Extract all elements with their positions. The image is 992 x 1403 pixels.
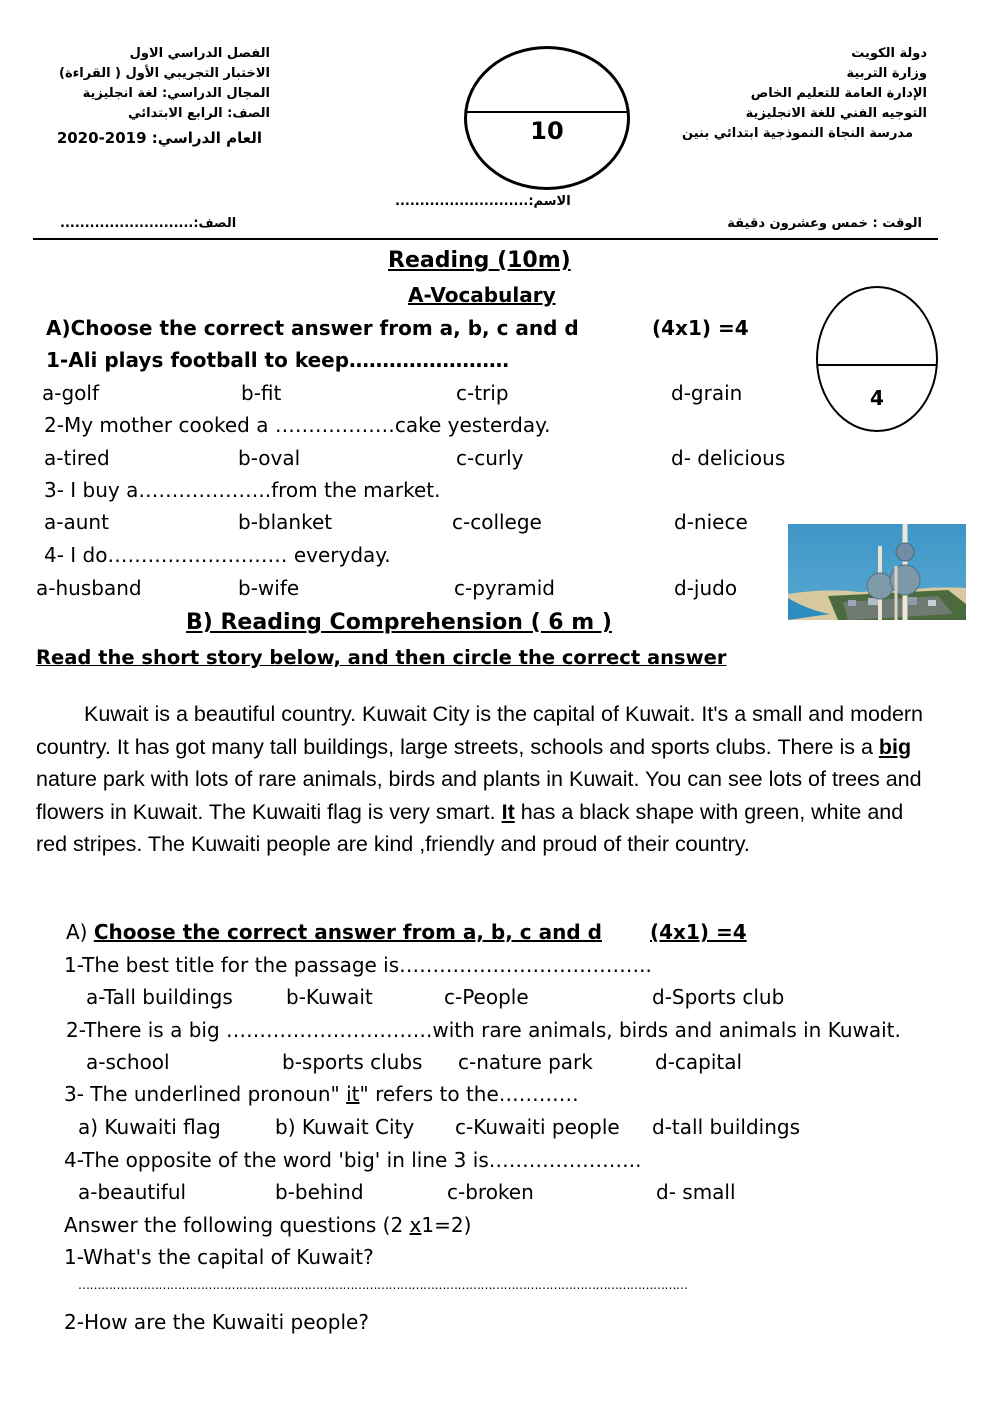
vocab-question-4: 4- I do……………………… everyday. (44, 543, 391, 567)
passage-paragraph (36, 698, 926, 861)
option-a[interactable]: a-aunt (44, 510, 109, 534)
passage-text: has a black shape with green, white and red stripes. The Kuwaiti people are kind ,friendly and proud of their country. (36, 799, 904, 856)
option-c[interactable]: c-broken (447, 1180, 534, 1204)
question-text: 3- The underlined pronoun" (64, 1082, 347, 1106)
header-left-line: الاختبار التجريبي الأول ( القراءة) (59, 66, 270, 81)
comprehension-instruction: Read the short story below, and then circle the correct answer (36, 646, 727, 669)
vocab-instruction: A)Choose the correct answer from a, b, c and d (46, 316, 579, 340)
mcq-options-2 (0, 1050, 992, 1076)
header-school-name: مدرسة النجاة النموذجية ابتدائي بنين (682, 126, 913, 141)
option-b[interactable]: b-blanket (238, 510, 333, 534)
title-text: 1=2) (421, 1213, 472, 1237)
option-d[interactable]: d- small (656, 1180, 736, 1204)
passage-word-it: It (501, 799, 515, 824)
total-score-ellipse (464, 46, 630, 190)
open-question-2: 2-How are the Kuwaiti people? (64, 1310, 369, 1334)
header-divider (33, 238, 938, 240)
passage-text: nature park with lots of rare animals, birds and plants in Kuwait. You can see lots of trees and flowers in Kuwait. The Kuwaiti flag is very smart. (36, 767, 922, 824)
vocab-marks: (4x1) =4 (652, 316, 749, 340)
section-title-vocabulary: A-Vocabulary (408, 283, 556, 307)
option-c[interactable]: c-trip (456, 381, 509, 405)
option-c[interactable]: c-pyramid (454, 576, 555, 600)
option-d[interactable]: d-tall buildings (652, 1115, 801, 1139)
option-a[interactable]: a-school (86, 1050, 170, 1074)
mcq-options-1 (0, 985, 992, 1011)
mcq-options-4 (0, 1180, 992, 1206)
header-left-line: الصف: الرابع الابتدائي (128, 106, 270, 121)
total-score-value: 10 (530, 117, 564, 145)
vocab-options-1 (0, 381, 992, 407)
header-left-line: المجال الدراسي: لغة انجليزية (82, 86, 270, 101)
option-d[interactable]: d-Sports club (652, 985, 785, 1009)
reading-passage (36, 698, 926, 861)
option-d[interactable]: d-niece (674, 510, 748, 534)
underlined-pronoun: it (346, 1082, 360, 1106)
score-divider (467, 111, 627, 113)
option-b[interactable]: b-Kuwait (286, 985, 373, 1009)
option-b[interactable]: b-behind (275, 1180, 364, 1204)
mcq-question-4: 4-The opposite of the word 'big' in line 3 is………………….. (64, 1148, 642, 1172)
student-name-field[interactable]: الاسم:........................... (395, 194, 571, 209)
option-a[interactable]: a-tired (44, 446, 110, 470)
option-c[interactable]: c-Kuwaiti people (455, 1115, 620, 1139)
mcq-instruction: Choose the correct answer from a, b, c and d (93, 920, 602, 944)
question-text: 1-Ali plays football to keep…………………… (46, 348, 510, 372)
header-school-year: العام الدراسي: 2019-2020 (56, 129, 262, 147)
option-a[interactable]: a-Tall buildings (86, 985, 233, 1009)
passage-text: Kuwait is a beautiful country. Kuwait City is the capital of Kuwait. It's a small and modern country. It has got many tall buildings, large streets, schools and sports clubs. There is a (36, 702, 924, 759)
option-b[interactable]: b) Kuwait City (275, 1115, 415, 1139)
question-text: " refers to the………… (359, 1082, 579, 1106)
mcq-question-2: 2-There is a big ………………………….with rare animals, birds and animals in Kuwait. (66, 1018, 901, 1042)
header-left-line: الفصل الدراسي الاول (129, 46, 270, 61)
option-d[interactable]: d-judo (674, 576, 738, 600)
option-b[interactable]: b-wife (238, 576, 300, 600)
option-b[interactable]: b-fit (241, 381, 282, 405)
section-title-reading: Reading (10m) (388, 248, 571, 273)
title-text: x (409, 1213, 422, 1237)
passage-word-big: big (878, 734, 912, 759)
option-c[interactable]: c-college (452, 510, 542, 534)
header-exam-block (50, 44, 270, 148)
mcq-marks: (4x1) =4 (649, 920, 747, 944)
section-title-comprehension: B) Reading Comprehension ( 6 m ) (186, 610, 612, 635)
option-d[interactable]: d- delicious (671, 446, 786, 470)
mcq-question-3 (64, 1082, 579, 1106)
option-a[interactable]: a-husband (36, 576, 142, 600)
vocab-question-1 (46, 348, 509, 372)
header-right-line: وزارة التربية (846, 66, 927, 81)
vocab-question-2: 2-My mother cooked a ………………cake yesterday. (44, 413, 551, 437)
header-ministry-block (627, 44, 927, 144)
kuwait-towers-photo (788, 524, 966, 620)
title-text: Answer the following questions (2 (64, 1213, 410, 1237)
vocab-options-2 (0, 446, 992, 472)
option-b[interactable]: b-sports clubs (282, 1050, 423, 1074)
open-question-1: 1-What's the capital of Kuwait? (64, 1245, 374, 1269)
option-c[interactable]: c-People (444, 985, 529, 1009)
option-d[interactable]: d-grain (671, 381, 743, 405)
score-divider (818, 364, 936, 366)
header-right-line: التوجيه الفني للغة الانجليزية (745, 106, 927, 121)
header-right-line: دولة الكويت (851, 46, 927, 61)
mcq-options-3 (0, 1115, 992, 1141)
mcq-prefix: A) (66, 920, 94, 944)
option-c[interactable]: c-curly (456, 446, 524, 470)
header-right-line: الإدارة العامة للتعليم الخاص (750, 86, 927, 101)
option-a[interactable]: a-beautiful (78, 1180, 187, 1204)
vocab-score-ellipse (816, 286, 938, 432)
student-class-field[interactable]: الصف:........................... (60, 216, 237, 231)
option-a[interactable]: a) Kuwaiti flag (78, 1115, 221, 1139)
mcq-instruction-row (66, 920, 747, 944)
vocab-score-value: 4 (870, 386, 884, 410)
option-d[interactable]: d-capital (655, 1050, 743, 1074)
answer-questions-title (64, 1213, 471, 1237)
option-c[interactable]: c-nature park (458, 1050, 593, 1074)
kuwait-towers-image-icon (788, 524, 966, 620)
vocab-question-3: 3- I buy a………………..from the market. (44, 478, 441, 502)
mcq-question-1: 1-The best title for the passage is……………………………….. (64, 953, 652, 977)
answer-line-1[interactable]: …………………………………………………………………………………………………………………………………………… (78, 1278, 688, 1292)
option-a[interactable]: a-golf (42, 381, 100, 405)
option-b[interactable]: b-oval (238, 446, 301, 470)
exam-time-label: الوقت : خمس وعشرون دقيقة (727, 216, 922, 231)
